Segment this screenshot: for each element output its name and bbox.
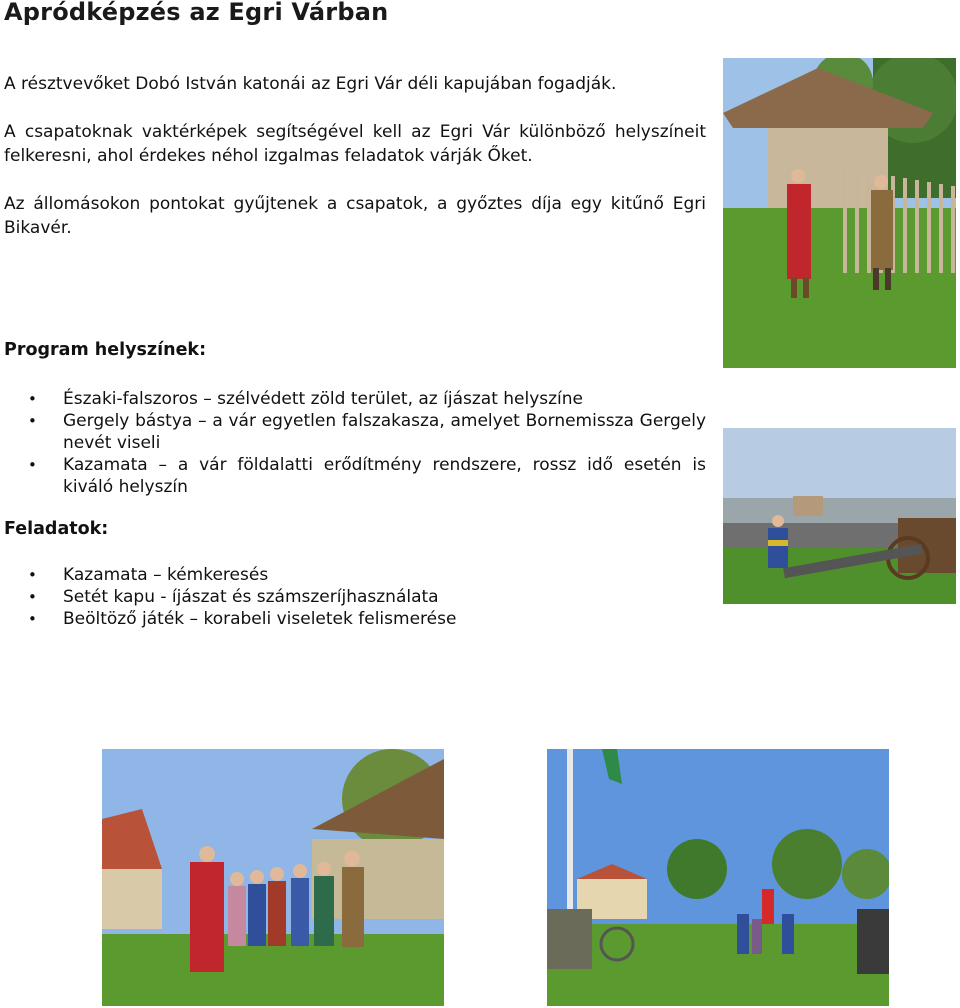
list-item: • Északi-falszoros – szélvédett zöld terület, az íjászat helyszíne bbox=[28, 388, 706, 410]
tasks-heading: Feladatok: bbox=[4, 519, 109, 539]
program-list bbox=[28, 388, 706, 498]
list-item: • Kazamata – a vár földalatti erődítmény rendszere, rossz idő esetén is kiváló helyszín bbox=[28, 454, 706, 498]
photo-courtyard-image bbox=[547, 749, 889, 1006]
photo-archers-image bbox=[723, 58, 956, 368]
photo-costumed-group-image bbox=[102, 749, 444, 1006]
list-item: • Gergely bástya – a vár egyetlen falszakasza, amelyet Bornemissza Gergely nevét viseli bbox=[28, 410, 706, 454]
paragraph-points: Az állomásokon pontokat gyűjtenek a csapatok, a győztes díja egy kitűnő Egri Bikavér. bbox=[4, 194, 706, 238]
photo-cannon bbox=[723, 428, 956, 604]
photo-costumed-group bbox=[102, 749, 444, 1006]
intro-text bbox=[4, 72, 706, 264]
program-heading: Program helyszínek: bbox=[4, 340, 207, 360]
list-item: • Beöltöző játék – korabeli viseletek felismerése bbox=[28, 608, 706, 630]
paragraph-welcome: A résztvevőket Dobó István katonái az Egri Vár déli kapujában fogadják. bbox=[4, 74, 617, 94]
list-item: • Kazamata – kémkeresés bbox=[28, 564, 706, 586]
photo-cannon-image bbox=[723, 428, 956, 604]
page-title: Apródképzés az Egri Várban bbox=[4, 0, 389, 26]
photo-courtyard bbox=[547, 749, 889, 1006]
paragraph-maps: A csapatoknak vaktérképek segítségével kell az Egri Vár különböző helyszíneit felkeresni, ahol érdekes néhol izgalmas feladatok várják Őket. bbox=[4, 122, 706, 166]
tasks-list bbox=[28, 564, 706, 630]
list-item: • Setét kapu - íjászat és számszeríjhasználata bbox=[28, 586, 706, 608]
photo-archers bbox=[723, 58, 956, 368]
